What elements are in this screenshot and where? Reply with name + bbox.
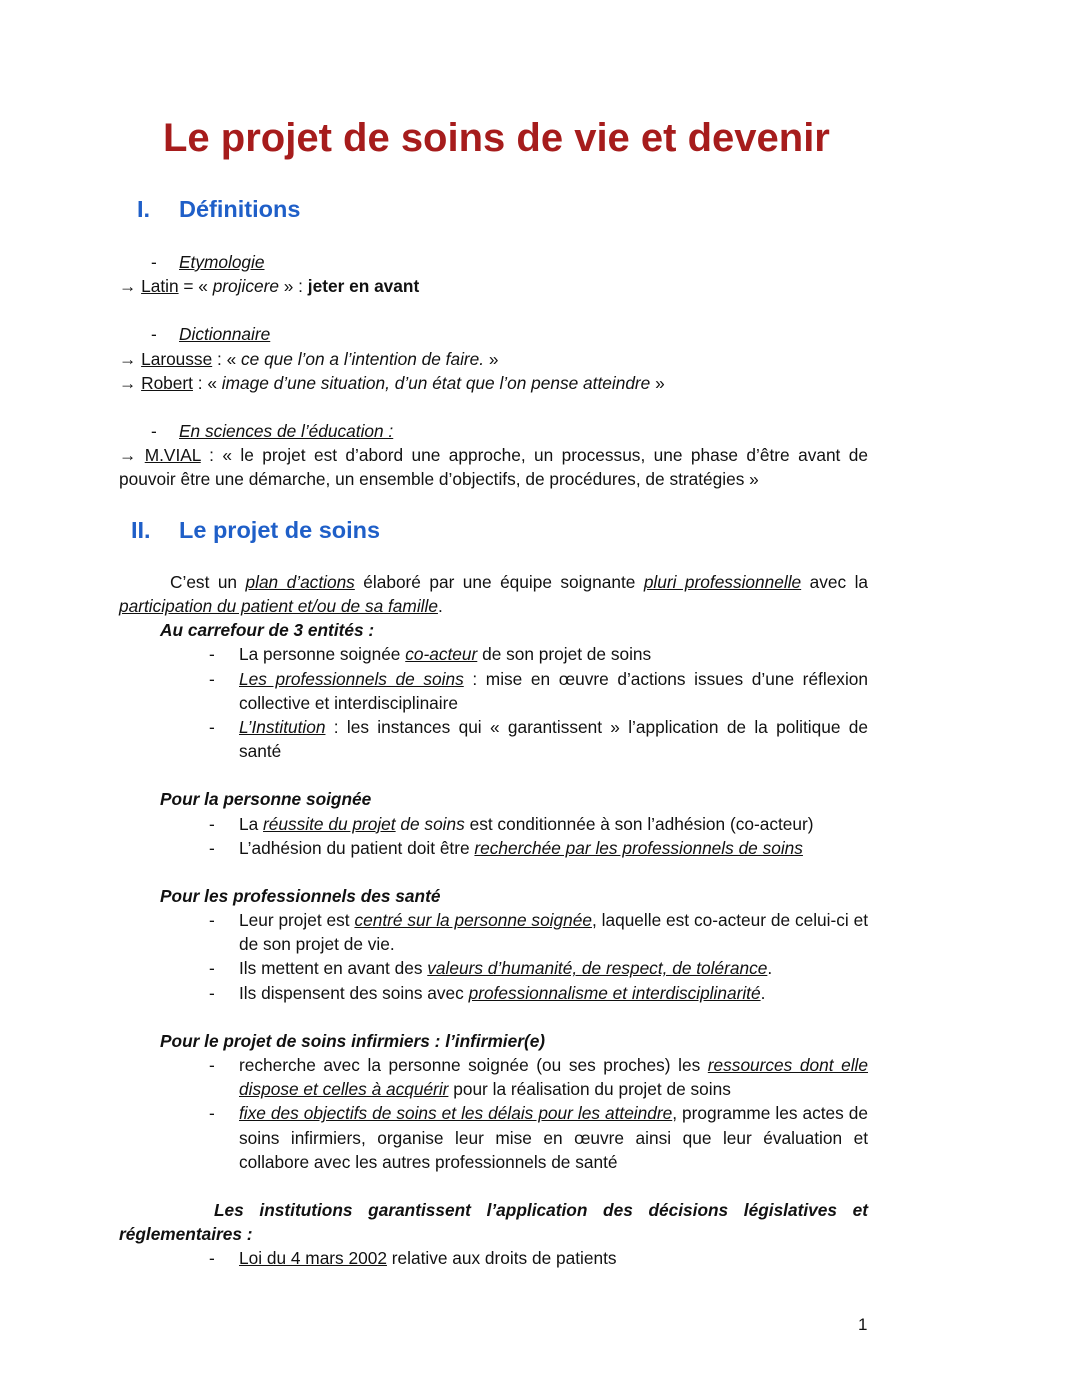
text-run: .: [437, 596, 443, 617]
text-run: : mise en œuvre d’actions issues d’une réflexion collective et interdisciplinaire: [239, 668, 869, 713]
text-run: »: [650, 372, 665, 393]
text-run: →: [119, 276, 142, 297]
text-run: En sciences de l’éducation :: [179, 421, 394, 442]
section-projet-de-soins: [119, 570, 868, 1270]
text-run: : «: [212, 348, 242, 369]
text-run: Les institutions garantissent l’application des décisions législatives et réglementaires :: [119, 1200, 868, 1245]
text-run: .: [767, 958, 773, 979]
text-run: = «: [178, 276, 213, 297]
text-run: : « le projet est d’abord une approche, un processus, une phase d’être avant de pouvoir être une démarche, un ensemble d’objectifs, de procédures, de stratégies »: [119, 445, 869, 490]
text-run: Pour le projet de soins infirmiers : l’infirmier(e): [160, 1030, 546, 1051]
bullet-dash: -: [209, 1055, 215, 1076]
text-run: L’adhésion du patient doit être: [239, 837, 475, 858]
text-run: M.VIAL: [144, 445, 201, 466]
text-run: Pour la personne soignée: [160, 789, 372, 810]
bullet-dash: -: [209, 958, 215, 979]
paragraph: [119, 250, 868, 274]
bullet-dash: -: [151, 421, 157, 442]
text-run: projicere: [212, 276, 279, 297]
bullet-dash: -: [209, 668, 215, 689]
text-run: , programme les actes de soins infirmiers, organise leur mise en œuvre ainsi que leur évaluation et collabore avec les autres professionnels de santé: [239, 1103, 868, 1172]
text-run: Etymologie: [179, 252, 265, 272]
paragraph: [119, 570, 868, 618]
text-run: Robert: [141, 372, 193, 393]
text-run: →: [119, 445, 145, 466]
text-run: jeter en avant: [307, 276, 420, 297]
paragraph: [119, 836, 868, 860]
paragraph: [119, 667, 868, 715]
text-run: C’est un: [170, 572, 246, 592]
paragraph: [119, 371, 868, 395]
spacer: [119, 1005, 868, 1029]
section-title: Le projet de soins: [179, 517, 381, 543]
spacer: [119, 298, 868, 322]
paragraph: [119, 715, 868, 763]
paragraph: [119, 443, 868, 491]
text-run: pour la réalisation du projet de soins: [448, 1079, 731, 1100]
text-run: ressources dont elle dispose et celles à acquérir: [239, 1055, 869, 1100]
text-run: co-acteur: [405, 644, 478, 665]
page-number: 1: [858, 1315, 868, 1334]
paragraph: [119, 1246, 868, 1270]
text-run: Loi du 4 mars 2002: [239, 1248, 387, 1269]
subheading: [119, 1029, 868, 1053]
bullet-dash: -: [151, 324, 157, 345]
subheading: [119, 884, 868, 908]
text-run: La: [239, 813, 264, 834]
paragraph: [119, 1053, 868, 1101]
paragraph: [119, 956, 868, 980]
text-run: réussite du projet: [263, 813, 396, 834]
bullet-dash: -: [209, 813, 215, 834]
paragraph: [119, 274, 868, 298]
text-run: : les instances qui « garantissent » l’application de la politique de santé: [239, 716, 868, 762]
bullet-dash: -: [209, 982, 215, 1003]
paragraph: [119, 347, 868, 371]
bullet-dash: -: [209, 1103, 215, 1124]
subheading: [119, 787, 868, 811]
text-run: : «: [192, 372, 222, 393]
text-run: » :: [278, 276, 308, 297]
text-run: image d’une situation, d’un état que l’on pense atteindre: [221, 372, 651, 393]
paragraph: [119, 419, 868, 443]
text-run: valeurs d’humanité, de respect, de tolérance: [427, 958, 768, 979]
document-title: Le projet de soins de vie et devenir: [163, 116, 830, 160]
spacer: [119, 1174, 868, 1198]
section-title: Définitions: [179, 196, 301, 222]
paragraph: [119, 1101, 868, 1173]
text-run: ce que l’on a l’intention de faire.: [241, 348, 485, 369]
bullet-dash: -: [151, 252, 157, 272]
text-run: Leur projet est: [239, 910, 355, 931]
bullet-dash: -: [209, 837, 215, 858]
section-number: I.: [137, 196, 151, 222]
text-run: L’Institution: [239, 716, 326, 737]
text-run: recherche avec la personne soignée (ou ses proches) les: [239, 1055, 708, 1076]
paragraph: [119, 322, 868, 346]
spacer: [119, 395, 868, 419]
section-number: II.: [131, 517, 151, 543]
spacer: [119, 763, 868, 787]
text-run: professionnalisme et interdisciplinarité: [468, 982, 761, 1003]
paragraph: [119, 812, 868, 836]
text-run: La personne soignée: [239, 644, 406, 665]
text-run: fixe des objectifs de soins et les délais pour les atteindre: [239, 1103, 673, 1124]
text-run: plan d’actions: [245, 572, 355, 592]
text-run: , laquelle est co-acteur de celui-ci et de son projet de vie.: [239, 910, 868, 955]
text-run: Pour les professionnels des santé: [160, 886, 441, 906]
text-run: recherchée par les professionnels de soins: [474, 837, 803, 858]
text-run: élaboré par une équipe soignante: [354, 572, 644, 592]
text-run: »: [484, 348, 499, 369]
text-run: Dictionnaire: [179, 324, 271, 345]
paragraph: [119, 908, 868, 956]
subheading: [119, 1198, 868, 1246]
text-run: de soins: [395, 813, 465, 834]
subheading: [119, 618, 868, 642]
text-run: →: [119, 348, 142, 369]
text-run: Ils mettent en avant des: [239, 958, 428, 979]
bullet-dash: -: [209, 644, 215, 665]
text-run: Latin: [141, 276, 179, 297]
bullet-dash: -: [209, 910, 215, 931]
section-definitions: [119, 250, 868, 492]
text-run: centré sur la personne soignée: [354, 910, 592, 931]
text-run: pluri professionnelle: [643, 572, 802, 592]
text-run: Les professionnels de soins: [239, 668, 464, 689]
text-run: relative aux droits de patients: [386, 1248, 617, 1269]
bullet-dash: -: [209, 716, 215, 737]
text-run: →: [119, 372, 142, 393]
text-run: .: [760, 982, 766, 1003]
spacer: [119, 860, 868, 884]
bullet-dash: -: [209, 1248, 215, 1269]
text-run: Au carrefour de 3 entités :: [160, 620, 375, 641]
text-run: Larousse: [141, 348, 213, 369]
text-run: avec la: [801, 572, 869, 592]
text-run: participation du patient et/ou de sa famille: [119, 596, 438, 617]
paragraph: [119, 642, 868, 666]
text-run: Ils dispensent des soins avec: [239, 982, 469, 1003]
text-run: est conditionnée à son l’adhésion (co-acteur): [464, 813, 814, 834]
paragraph: [119, 981, 868, 1005]
text-run: de son projet de soins: [477, 644, 652, 665]
